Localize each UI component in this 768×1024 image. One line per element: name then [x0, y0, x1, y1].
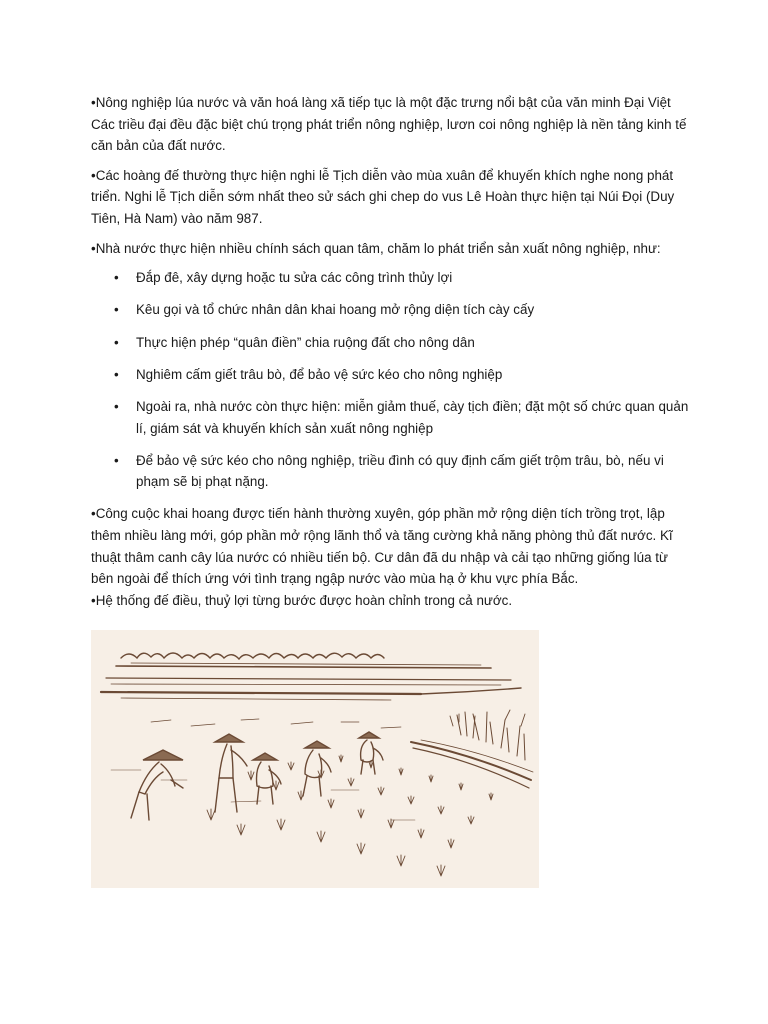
- list-item: • Để bảo vệ sức kéo cho nông nghiệp, triều đình có quy định cấm giết trộm trâu, bò, nếu vi phạm sẽ bị phạt nặng.: [91, 450, 691, 493]
- list-item: • Thực hiện phép “quân điền” chia ruộng đất cho nông dân: [91, 332, 691, 354]
- paragraph-land-reclamation: •Công cuộc khai hoang được tiến hành thường xuyên, góp phần mở rộng diện tích trồng trọt, lập thêm nhiều làng mới, góp phần mở rộng lãnh thổ và tăng cường khả năng phòng thủ đất nước. Kĩ thuật thâm canh cây lúa nước có nhiều tiến bộ. Cư dân đã du nhập và cải tạo những giống lúa từ bên ngoài để thích ứng với tình trạng ngập nước vào mùa hạ ở khu vực phía Bắc.: [91, 506, 673, 587]
- list-item: • Kêu gọi và tổ chức nhân dân khai hoang mở rộng diện tích cày cấy: [91, 299, 691, 321]
- rice-field-illustration: [91, 630, 539, 888]
- list-item: • Đắp đê, xây dựng hoặc tu sửa các công trình thủy lợi: [91, 267, 691, 289]
- rice-planting-sketch: [91, 630, 539, 888]
- list-item: • Nghiêm cấm giết trâu bò, để bảo vệ sức kéo cho nông nghiệp: [91, 364, 691, 386]
- farmers-group: [131, 732, 383, 820]
- document-body: [91, 92, 691, 619]
- paragraph-state-policies: •Nhà nước thực hiện nhiều chính sách quan tâm, chăm lo phát triển sản xuất nông nghiệp, như:: [91, 240, 661, 256]
- paragraph-irrigation: •Hệ thống đế điều, thuỷ lợi từng bước được hoàn chỉnh trong cả nước.: [91, 592, 513, 608]
- list-item: • Ngoài ra, nhà nước còn thực hiện: miễn giảm thuế, cày tịch điền; đặt một số chức quan quản lí, giám sát và khuyến khích sản xuất nông nghiệp: [91, 396, 691, 439]
- policy-list: [91, 267, 691, 493]
- paragraph-tich-dien-ritual: •Các hoàng đế thường thực hiện nghi lễ Tịch diễn vào mùa xuân để khuyến khích nghe nong phát triển. Nghi lễ Tịch diễn sớm nhất theo sử sách ghi chep do vus Lê Hoàn thực hiện tại Núi Đọi (Duy Tiên, Hà Nam) vào năm 987.: [91, 167, 675, 226]
- paragraph-agriculture-intro: •Nông nghiệp lúa nước và văn hoá làng xã tiếp tục là một đặc trưng nổi bật của văn minh Đại Việt Các triều đại đều đặc biệt chú trọng phát triển nông nghiệp, lươn coi nông nghiệp là nền tảng kinh tế căn bản của đất nước.: [91, 95, 687, 154]
